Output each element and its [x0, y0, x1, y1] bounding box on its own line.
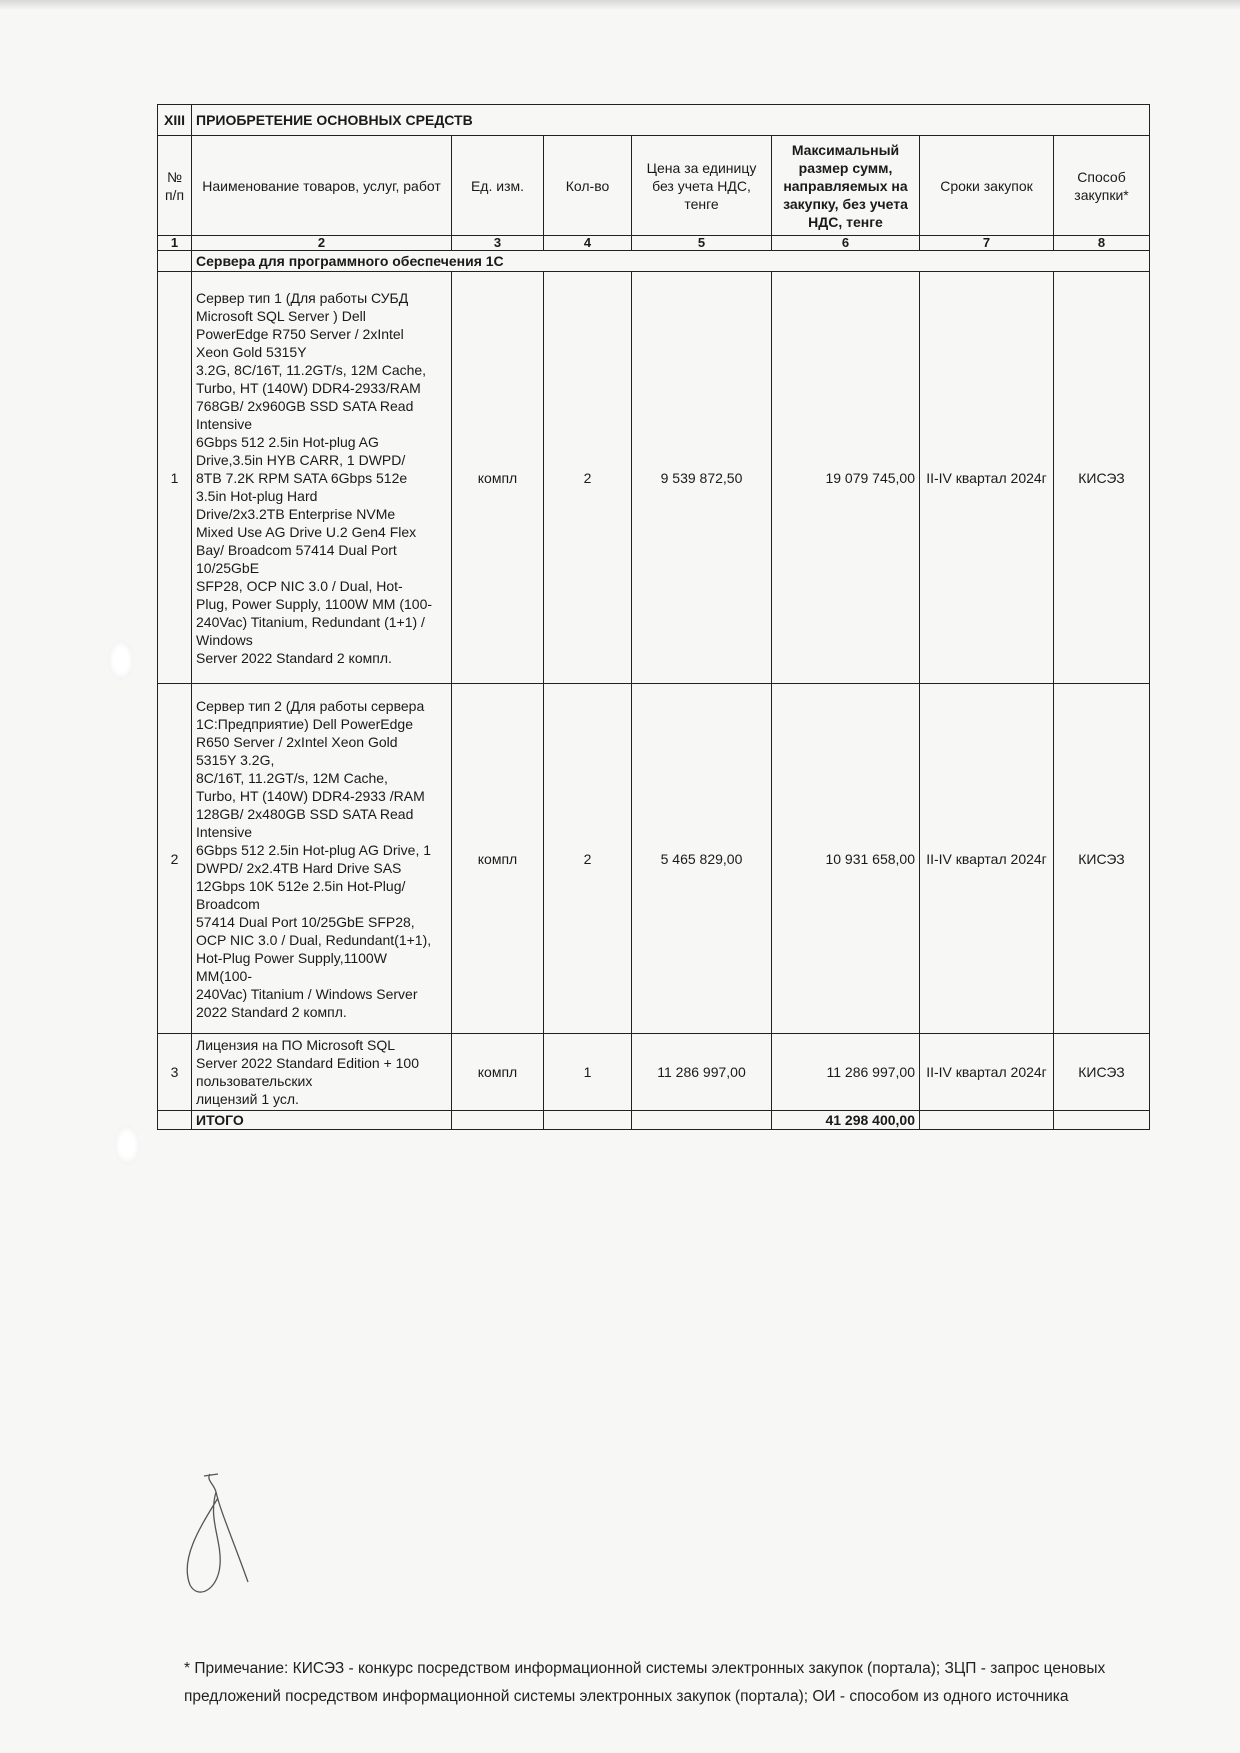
row-method: КИСЭЗ — [1054, 272, 1150, 684]
table-row — [158, 1034, 1150, 1111]
row-name: Лицензия на ПО Microsoft SQL Server 2022 Standard Edition + 100 пользовательских лицензий 1 усл. — [192, 1034, 452, 1111]
row-qty: 1 — [544, 1034, 632, 1111]
col-header-price: Цена за единицу без учета НДС, тенге — [632, 136, 772, 236]
col-header-unit: Ед. изм. — [452, 136, 544, 236]
row-unit: компл — [452, 684, 544, 1034]
col-header-qty: Кол-во — [544, 136, 632, 236]
empty-cell — [1054, 1111, 1150, 1130]
row-unit: компл — [452, 272, 544, 684]
row-method: КИСЭЗ — [1054, 1034, 1150, 1111]
row-qty: 2 — [544, 272, 632, 684]
col-index: 8 — [1054, 236, 1150, 251]
row-period: II-IV квартал 2024г — [920, 272, 1054, 684]
punch-hole — [114, 1125, 140, 1165]
empty-cell — [920, 1111, 1054, 1130]
handwritten-signature — [178, 1470, 268, 1600]
empty-cell — [158, 251, 192, 272]
procurement-table — [157, 104, 1150, 1130]
row-sum: 19 079 745,00 — [772, 272, 920, 684]
row-period: II-IV квартал 2024г — [920, 684, 1054, 1034]
row-method: КИСЭЗ — [1054, 684, 1150, 1034]
row-name: Сервер тип 1 (Для работы СУБД Microsoft SQL Server ) Dell PowerEdge R750 Server / 2xIntel Xeon Gold 5315Y 3.2G, 8C/16T, 11.2GT/s, 12M Cache, Turbo, HT (140W) DDR4-2933/RAM 768GB/ 2x960GB SSD SATA Read Intensive 6Gbps 512 2.5in Hot-plug AG Drive,3.5in HYB CARR, 1 DWPD/ 8TB 7.2K RPM SATA 6Gbps 512e 3.5in Hot-plug Hard Drive/2x3.2TB Enterprise NVMe Mixed Use AG Drive U.2 Gen4 Flex Bay/ Broadcom 57414 Dual Port 10/25GbE SFP28, OCP NIC 3.0 / Dual, Hot- Plug, Power Supply, 1100W MM (100- 240Vac) Titanium, Redundant (1+1) / Windows Server 2022 Standard 2 компл. — [192, 272, 452, 684]
col-header-method: Способ закупки* — [1054, 136, 1150, 236]
col-index: 5 — [632, 236, 772, 251]
col-header-sum: Максимальный размер сумм, направляемых на закупку, без учета НДС, тенге — [772, 136, 920, 236]
row-num: 3 — [158, 1034, 192, 1111]
section-title-row — [158, 105, 1150, 136]
table-row — [158, 684, 1150, 1034]
row-num: 2 — [158, 684, 192, 1034]
group-title-row — [158, 251, 1150, 272]
section-number: XIII — [158, 105, 192, 136]
col-index: 3 — [452, 236, 544, 251]
page-edge-shadow — [0, 0, 1240, 10]
row-name: Сервер тип 2 (Для работы сервера 1С:Предприятие) Dell PowerEdge R650 Server / 2xIntel Xeon Gold 5315Y 3.2G, 8C/16T, 11.2GT/s, 12M Cache, Turbo, HT (140W) DDR4-2933 /RAM 128GB/ 2x480GB SSD SATA Read Intensive 6Gbps 512 2.5in Hot-plug AG Drive, 1 DWPD/ 2x2.4TB Hard Drive SAS 12Gbps 10K 512e 2.5in Hot-Plug/ Broadcom 57414 Dual Port 10/25GbE SFP28, OCP NIC 3.0 / Dual, Redundant(1+1), Hot-Plug Power Supply,1100W MM(100- 240Vac) Titanium / Windows Server 2022 Standard 2 компл. — [192, 684, 452, 1034]
row-period: II-IV квартал 2024г — [920, 1034, 1054, 1111]
col-index: 7 — [920, 236, 1054, 251]
empty-cell — [452, 1111, 544, 1130]
row-qty: 2 — [544, 684, 632, 1034]
col-index: 6 — [772, 236, 920, 251]
table-row — [158, 272, 1150, 684]
total-sum: 41 298 400,00 — [772, 1111, 920, 1130]
col-index: 4 — [544, 236, 632, 251]
col-index: 2 — [192, 236, 452, 251]
row-sum: 10 931 658,00 — [772, 684, 920, 1034]
col-index: 1 — [158, 236, 192, 251]
row-price: 9 539 872,50 — [632, 272, 772, 684]
group-title: Сервера для программного обеспечения 1С — [192, 251, 1150, 272]
empty-cell — [158, 1111, 192, 1130]
empty-cell — [632, 1111, 772, 1130]
row-num: 1 — [158, 272, 192, 684]
total-label: ИТОГО — [192, 1111, 452, 1130]
footnote: * Примечание: КИСЭЗ - конкурс посредством информационной системы электронных закупок (портала); ЗЦП - запрос ценовых предложений посредством информационной системы электронных закупок (портала); ОИ - способом из одного источника — [184, 1660, 1106, 1705]
row-price: 11 286 997,00 — [632, 1034, 772, 1111]
row-unit: компл — [452, 1034, 544, 1111]
col-header-period: Сроки закупок — [920, 136, 1054, 236]
column-index-row — [158, 236, 1150, 251]
section-title: ПРИОБРЕТЕНИЕ ОСНОВНЫХ СРЕДСТВ — [192, 105, 1150, 136]
punch-hole — [108, 640, 134, 680]
col-header-name: Наименование товаров, услуг, работ — [192, 136, 452, 236]
col-header-num: № п/п — [158, 136, 192, 236]
row-sum: 11 286 997,00 — [772, 1034, 920, 1111]
row-price: 5 465 829,00 — [632, 684, 772, 1034]
header-row — [158, 136, 1150, 236]
total-row — [158, 1111, 1150, 1130]
empty-cell — [544, 1111, 632, 1130]
